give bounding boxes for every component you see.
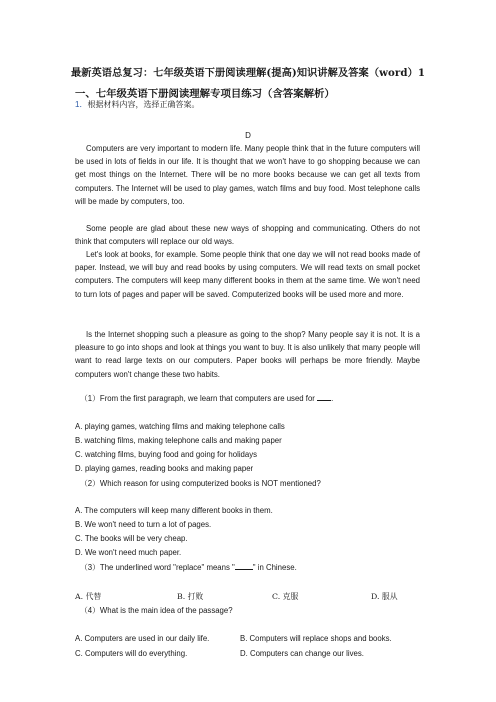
question-3-option-b: B. 打败 [177,592,204,601]
question-instruction [75,99,199,110]
document-title: 最新英语总复习：七年级英语下册阅读理解(提高)知识讲解及答案（word）1 [70,67,426,79]
instruction-text: 根据材料内容，选择正确答案。 [87,100,200,109]
question-2-option-b: B. We won't need to turn a lot of pages. [75,520,212,529]
section-heading: 一、七年级英语下册阅读理解专项目练习（含答案解析） [75,88,335,100]
passage-paragraph-1: Computers are very important to modern life. Many people think that in the future computers will be used in lots of fields in our life. It is thought that we won't have to go shopping because we can get most things on the Internet. There will be no more books because we can get all texts from computers. The Internet will be used to play games, watch films and buy food. Most telephone calls will be made by computers, too. [75,144,420,206]
passage-paragraph-4: Is the Internet shopping such a pleasure as going to the shop? Many people say it is not. It is a pleasure to go into shops and look at things you want to buy. It is also unlikely that many people will want to read large texts on our computers. Paper books will perhaps be more friendly. Maybe computers won't change these two habits. [75,330,420,379]
question-1-option-c: C. watching films, buying food and going for holidays [75,450,258,459]
question-3-option-d: D. 服从 [371,592,398,601]
question-3-stem: （3）The underlined word "replace" means " " in Chinese. [80,563,297,572]
passage-paragraph-2: Some people are glad about these new ways of shopping and communicating. Others do not think that computers will replace our old ways. [75,224,420,247]
question-1-option-a: A. playing games, watching films and making telephone calls [75,422,285,431]
question-3-option-c: C. 克服 [272,592,299,601]
question-4-option-d: D. Computers can change our lives. [240,649,364,658]
question-1-stem: （1）From the first paragraph, we learn that computers are used for . [80,394,334,403]
question-2-option-d: D. We won't need much paper. [75,548,182,557]
passage-letter: D [245,131,251,140]
question-1-option-d: D. playing games, reading books and making paper [75,464,254,473]
question-4-option-c: C. Computers will do everything. [75,649,188,658]
question-4-option-b: B. Computers will replace shops and books. [240,634,392,643]
answer-blank [235,562,253,570]
question-number: 1． [75,100,88,109]
passage-paragraph-3: Let's look at books, for example. Some people think that one day we will not read books made of paper. Instead, we will buy and read books by using computers. We will read texts on small pocket computers. The computers will keep many different books in them at the same time. We won't need to turn lots of pages and paper will be saved. Computerized books will be used more and more. [75,250,420,299]
answer-blank [317,393,331,401]
question-1-option-b: B. watching films, making telephone calls and making paper [75,436,282,445]
question-2-option-a: A. The computers will keep many different books in them. [75,506,273,515]
question-4-stem: （4）What is the main idea of the passage? [80,606,233,615]
question-4-option-a: A. Computers are used in our daily life. [75,634,210,643]
question-2-stem: （2）Which reason for using computerized books is NOT mentioned? [80,479,321,488]
question-2-option-c: C. The books will be very cheap. [75,534,188,543]
question-3-option-a: A. 代替 [75,592,102,601]
